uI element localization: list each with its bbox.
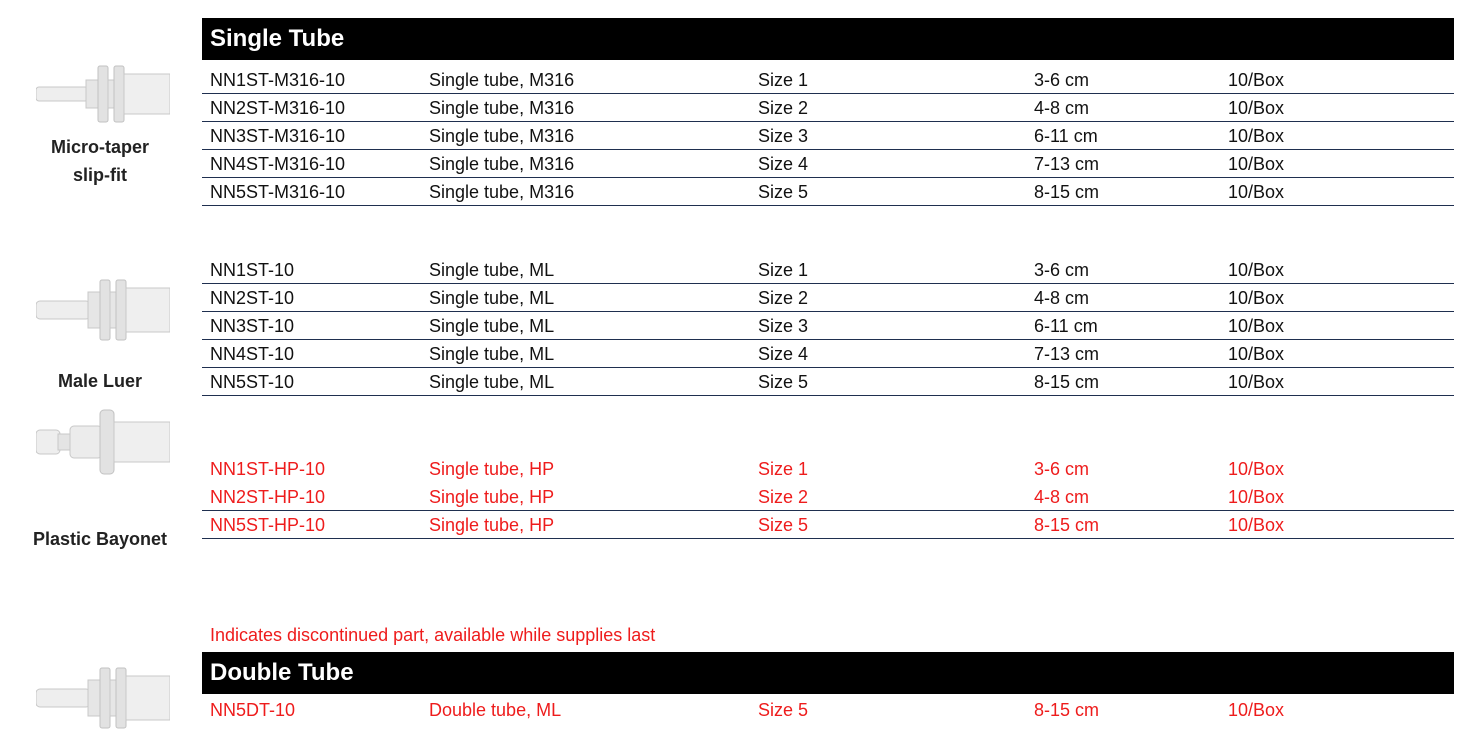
table-row-discontinued — [202, 483, 1454, 511]
description: Single tube, HP — [429, 459, 555, 479]
part-number: NN5ST-M316-10 — [210, 182, 346, 202]
table-row — [202, 284, 1454, 312]
double-tube-connector-icon — [36, 662, 170, 732]
range: 4-8 cm — [1034, 288, 1090, 308]
label-plastic-bayonet — [0, 525, 200, 553]
micro-taper-connector-icon — [36, 58, 170, 128]
size: Size 2 — [758, 98, 809, 118]
single-tube-header — [202, 18, 1454, 60]
description: Double tube, ML — [429, 700, 562, 720]
quantity: 10/Box — [1228, 316, 1285, 336]
range: 8-15 cm — [1034, 182, 1100, 202]
range: 8-15 cm — [1034, 515, 1100, 535]
description: Single tube, ML — [429, 288, 555, 308]
description: Single tube, HP — [429, 487, 555, 507]
description: Single tube, ML — [429, 344, 555, 364]
table-row-discontinued — [202, 511, 1454, 539]
table-row — [202, 368, 1454, 396]
quantity: 10/Box — [1228, 98, 1285, 118]
range: 7-13 cm — [1034, 154, 1100, 174]
label-line: Male Luer — [57, 371, 143, 391]
description: Single tube, HP — [429, 515, 555, 535]
part-number: NN4ST-M316-10 — [210, 154, 346, 174]
description: Single tube, ML — [429, 316, 555, 336]
quantity: 10/Box — [1228, 487, 1285, 507]
plastic-bayonet-connector-icon — [36, 406, 170, 476]
label-line: slip-fit — [73, 165, 127, 185]
quantity: 10/Box — [1228, 459, 1285, 479]
label-line: Micro-taper — [50, 137, 149, 157]
quantity: 10/Box — [1228, 126, 1285, 146]
range: 3-6 cm — [1034, 70, 1090, 90]
size: Size 1 — [758, 260, 809, 280]
quantity: 10/Box — [1228, 515, 1285, 535]
quantity: 10/Box — [1228, 344, 1285, 364]
part-number: NN2ST-HP-10 — [210, 487, 326, 507]
description: Single tube, M316 — [429, 154, 575, 174]
size: Size 1 — [758, 459, 809, 479]
size: Size 3 — [758, 126, 809, 146]
table-row — [202, 256, 1454, 284]
table-row-discontinued — [202, 455, 1454, 483]
quantity: 10/Box — [1228, 700, 1285, 720]
range: 4-8 cm — [1034, 487, 1090, 507]
description: Single tube, M316 — [429, 126, 575, 146]
table-row — [202, 66, 1454, 94]
size: Size 2 — [758, 487, 809, 507]
size: Size 5 — [758, 182, 809, 202]
size: Size 5 — [758, 515, 809, 535]
part-number: NN2ST-10 — [210, 288, 295, 308]
label-male-luer — [0, 367, 200, 395]
size: Size 2 — [758, 288, 809, 308]
range: 6-11 cm — [1034, 126, 1098, 146]
part-number: NN5ST-10 — [210, 372, 295, 392]
part-number: NN1ST-10 — [210, 260, 295, 280]
part-number: NN5DT-10 — [210, 700, 296, 720]
size: Size 5 — [758, 700, 809, 720]
table-row — [202, 312, 1454, 340]
size: Size 4 — [758, 344, 809, 364]
range: 8-15 cm — [1034, 700, 1100, 720]
table-row-discontinued — [202, 696, 1454, 724]
part-number: NN2ST-M316-10 — [210, 98, 346, 118]
quantity: 10/Box — [1228, 182, 1285, 202]
double-tube-header — [202, 652, 1454, 694]
discontinued-note: Indicates discontinued part, available while supplies last — [210, 625, 656, 645]
table-row — [202, 94, 1454, 122]
part-number: NN1ST-M316-10 — [210, 70, 346, 90]
part-number: NN3ST-M316-10 — [210, 126, 346, 146]
label-line: Plastic Bayonet — [32, 529, 168, 549]
description: Single tube, M316 — [429, 70, 575, 90]
size: Size 4 — [758, 154, 809, 174]
table-row — [202, 178, 1454, 206]
range: 6-11 cm — [1034, 316, 1098, 336]
description: Single tube, ML — [429, 260, 555, 280]
range: 8-15 cm — [1034, 372, 1100, 392]
size: Size 5 — [758, 372, 809, 392]
part-number: NN1ST-HP-10 — [210, 459, 326, 479]
quantity: 10/Box — [1228, 154, 1285, 174]
table-row — [202, 150, 1454, 178]
section-title: Single Tube — [210, 25, 345, 52]
quantity: 10/Box — [1228, 288, 1285, 308]
size: Size 1 — [758, 70, 809, 90]
description: Single tube, M316 — [429, 98, 575, 118]
part-number: NN5ST-HP-10 — [210, 515, 326, 535]
male-luer-connector-icon — [36, 274, 170, 344]
part-number: NN3ST-10 — [210, 316, 295, 336]
size: Size 3 — [758, 316, 809, 336]
table-row — [202, 122, 1454, 150]
quantity: 10/Box — [1228, 260, 1285, 280]
range: 3-6 cm — [1034, 459, 1090, 479]
table-row — [202, 340, 1454, 368]
range: 7-13 cm — [1034, 344, 1100, 364]
description: Single tube, M316 — [429, 182, 575, 202]
label-micro-taper — [0, 133, 200, 189]
section-title: Double Tube — [210, 659, 354, 686]
range: 3-6 cm — [1034, 260, 1090, 280]
quantity: 10/Box — [1228, 70, 1285, 90]
description: Single tube, ML — [429, 372, 555, 392]
quantity: 10/Box — [1228, 372, 1285, 392]
range: 4-8 cm — [1034, 98, 1090, 118]
part-number: NN4ST-10 — [210, 344, 295, 364]
